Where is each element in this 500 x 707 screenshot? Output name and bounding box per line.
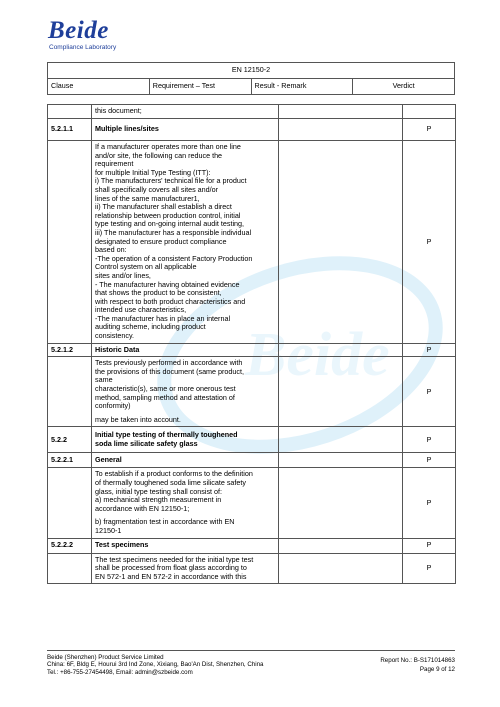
table-row <box>48 468 456 538</box>
table-row <box>48 105 456 119</box>
verdict-cell: P <box>403 427 456 453</box>
clause-cell: 5.2.2 <box>48 427 92 453</box>
requirement-cell <box>92 468 279 538</box>
result-cell <box>279 105 403 119</box>
verdict-cell <box>403 105 456 119</box>
table-row <box>48 357 456 427</box>
verdict-cell: P <box>403 553 456 584</box>
clause-cell <box>48 553 92 584</box>
table-row <box>48 141 456 344</box>
page-number: Page 9 of 12 <box>419 666 455 674</box>
footer-company: Beide (Shenzhen) Product Service Limited <box>47 654 164 661</box>
requirement-cell: If a manufacturer operates more than one line and/or site, the following can reduce the requirement for multiple Initial Type Testing (ITT): i) The manufacturers' technical file for a product shall specifically covers all sites and/or lines of the same manufacturer1, ii) The manufacturer shall establish a direct relationship between production control, initial type testing and on-going internal audit testing, iii) The manufacturer has a responsible individual designated to ensure product compliance based on: -The operation of a consistent Factory Production Control system on all applicable sites and/or lines, - The manufacturer having obtained evidence that shows the product to be consistent, with respect to both product characteristics and intended use characteristics, -The manufacturer has in place an internal auditing scheme, including product consistency. <box>92 141 279 344</box>
table-row <box>48 553 456 584</box>
verdict-cell: P <box>403 468 456 538</box>
svg-text:Beide: Beide <box>245 321 390 389</box>
clause-table <box>47 104 456 584</box>
clause-cell: 5.2.2.1 <box>48 453 92 468</box>
result-cell <box>279 453 403 468</box>
clause-cell: 5.2.1.1 <box>48 119 92 141</box>
verdict-cell: P <box>403 343 456 357</box>
requirement-cell: Test specimens <box>92 538 279 553</box>
result-cell <box>279 538 403 553</box>
requirement-cell: Multiple lines/sites <box>92 119 279 141</box>
header-table <box>47 62 455 95</box>
result-cell <box>279 141 403 344</box>
result-cell <box>279 427 403 453</box>
footer-report-info <box>380 657 455 674</box>
table-row <box>48 427 456 453</box>
requirement-text: Tests previously performed in accordance with the provisions of this document (same product, same characteristic(s), same or more onerous test method, sampling method and attestation of conformity) <box>95 358 245 411</box>
verdict-cell: P <box>403 141 456 344</box>
requirement-cell: Initial type testing of thermally toughened soda lime silicate safety glass <box>92 427 279 453</box>
clause-cell <box>48 105 92 119</box>
clause-cell: 5.2.2.2 <box>48 538 92 553</box>
table-row <box>48 453 456 468</box>
verdict-cell: P <box>403 453 456 468</box>
requirement-cell: The test specimens needed for the initial type test shall be processed from float glass according to EN 572-1 and EN 572-2 in accordance with this <box>92 553 279 584</box>
verdict-cell: P <box>403 119 456 141</box>
requirement-cell: this document; <box>92 105 279 119</box>
clause-cell <box>48 141 92 344</box>
requirement-cell: Historic Data <box>92 343 279 357</box>
table-row <box>48 538 456 553</box>
logo-text: Beide <box>48 17 109 44</box>
col-clause: Clause <box>48 79 150 95</box>
result-cell <box>279 468 403 538</box>
col-requirement: Requirement – Test <box>149 79 251 95</box>
requirement-text: To establish if a product conforms to the definition of thermally toughened soda lime silicate safety glass, initial type testing shall consist of: a) mechanical strength measurement in accordance with EN 12150-1; <box>95 469 253 513</box>
footer-company-info <box>47 654 264 676</box>
requirement-cell <box>92 357 279 427</box>
col-result: Result - Remark <box>251 79 353 95</box>
beide-logo <box>48 19 138 55</box>
result-cell <box>279 343 403 357</box>
footer-address: China: 6F, Bldg E, Hourui 3rd Ind Zone, Xixiang, Bao'An Dist, Shenzhen, China <box>47 661 264 669</box>
result-cell <box>279 553 403 584</box>
logo-subtitle: Compliance Laboratory <box>49 44 117 51</box>
footer-divider <box>47 650 455 651</box>
standard-title: EN 12150-2 <box>48 63 455 79</box>
verdict-cell: P <box>403 357 456 427</box>
report-number: Report No.: B-S171014863 <box>380 657 455 664</box>
footer-contact: Tel.: +86-755-27454498, Email: admin@szbeide.com <box>47 668 193 676</box>
clause-cell: 5.2.1.2 <box>48 343 92 357</box>
clause-cell <box>48 357 92 427</box>
requirement-cell: General <box>92 453 279 468</box>
clause-cell <box>48 468 92 538</box>
requirement-text-continued: b) fragmentation test in accordance with EN 12150-1 <box>95 517 235 535</box>
result-cell <box>279 119 403 141</box>
col-verdict: Verdict <box>353 79 455 95</box>
requirement-text-continued: may be taken into account. <box>95 414 181 424</box>
table-row <box>48 119 456 141</box>
verdict-cell: P <box>403 538 456 553</box>
table-row <box>48 343 456 357</box>
result-cell <box>279 357 403 427</box>
